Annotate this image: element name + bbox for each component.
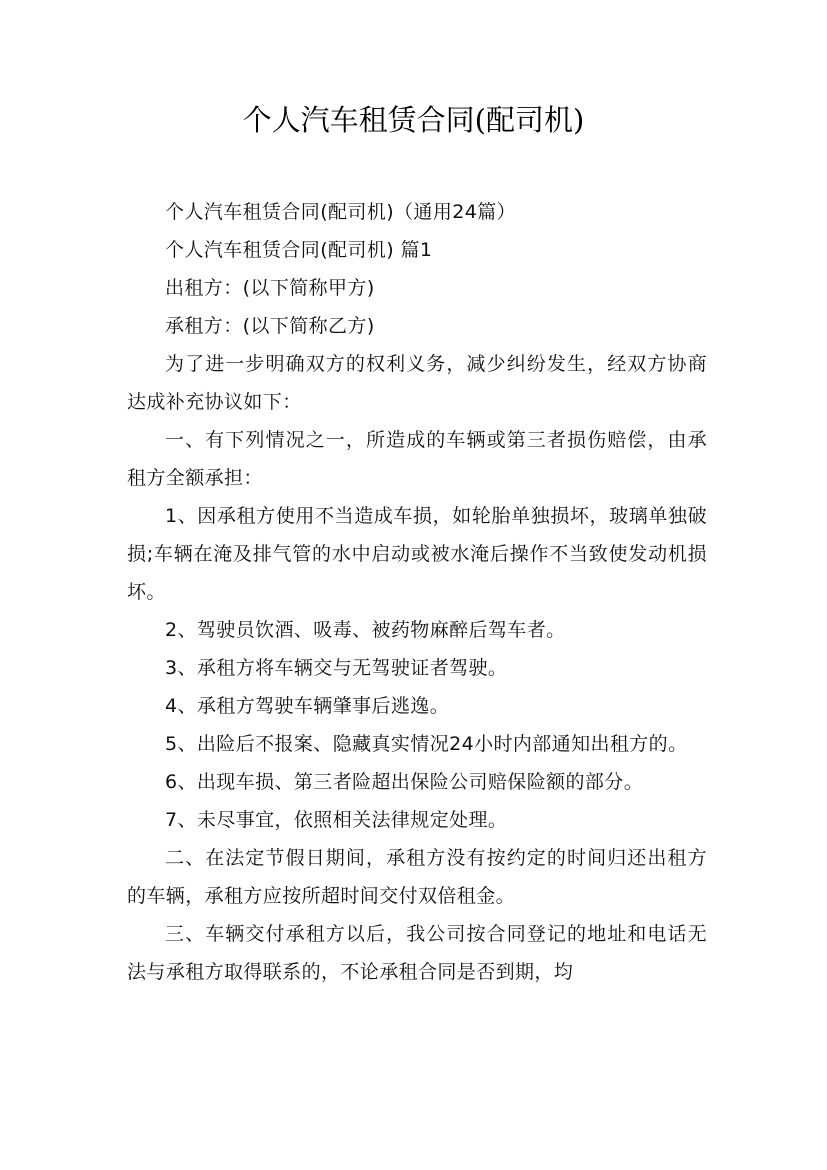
paragraph-subtitle: 个人汽车租赁合同(配司机)（通用24篇） xyxy=(165,201,517,223)
paragraph-item-7: 7、未尽事宜，依照相关法律规定处理。 xyxy=(165,809,508,831)
paragraph-item-4: 4、承租方驾驶车辆肇事后逃逸。 xyxy=(165,695,450,717)
paragraph-item-6: 6、出现车损、第三者险超出保险公司赔保险额的部分。 xyxy=(165,771,644,793)
paragraph-section-heading: 个人汽车租赁合同(配司机) 篇1 xyxy=(165,239,433,261)
document-title: 个人汽车租赁合同(配司机) xyxy=(242,103,585,137)
paragraph-clause-2: 二、在法定节假日期间，承租方没有按约定的时间归还出租方的车辆，承租方应按所超时间交付双倍租金。 xyxy=(127,847,707,907)
paragraph-preamble: 为了进一步明确双方的权利义务，减少纠纷发生，经双方协商达成补充协议如下： xyxy=(127,353,707,413)
paragraph-lessor: 出租方：(以下简称甲方) xyxy=(165,277,375,299)
paragraph-item-3: 3、承租方将车辆交与无驾驶证者驾驶。 xyxy=(165,657,508,679)
paragraph-item-2: 2、驾驶员饮酒、吸毒、被药物麻醉后驾车者。 xyxy=(165,619,566,641)
paragraph-clause-1: 一、有下列情况之一，所造成的车辆或第三者损伤赔偿，由承租方全额承担： xyxy=(127,429,707,489)
paragraph-item-1: 1、因承租方使用不当造成车损，如轮胎单独损坏，玻璃单独破损;车辆在淹及排气管的水中启动或被水淹后操作不当致使发动机损坏。 xyxy=(127,505,707,603)
document-body xyxy=(127,193,707,991)
paragraph-lessee: 承租方：(以下简称乙方) xyxy=(165,315,375,337)
paragraph-clause-3: 三、车辆交付承租方以后，我公司按合同登记的地址和电话无法与承租方取得联系的，不论承租合同是否到期，均 xyxy=(127,923,707,983)
paragraph-item-5: 5、出险后不报案、隐藏真实情况24小时内部通知出租方的。 xyxy=(165,733,688,755)
